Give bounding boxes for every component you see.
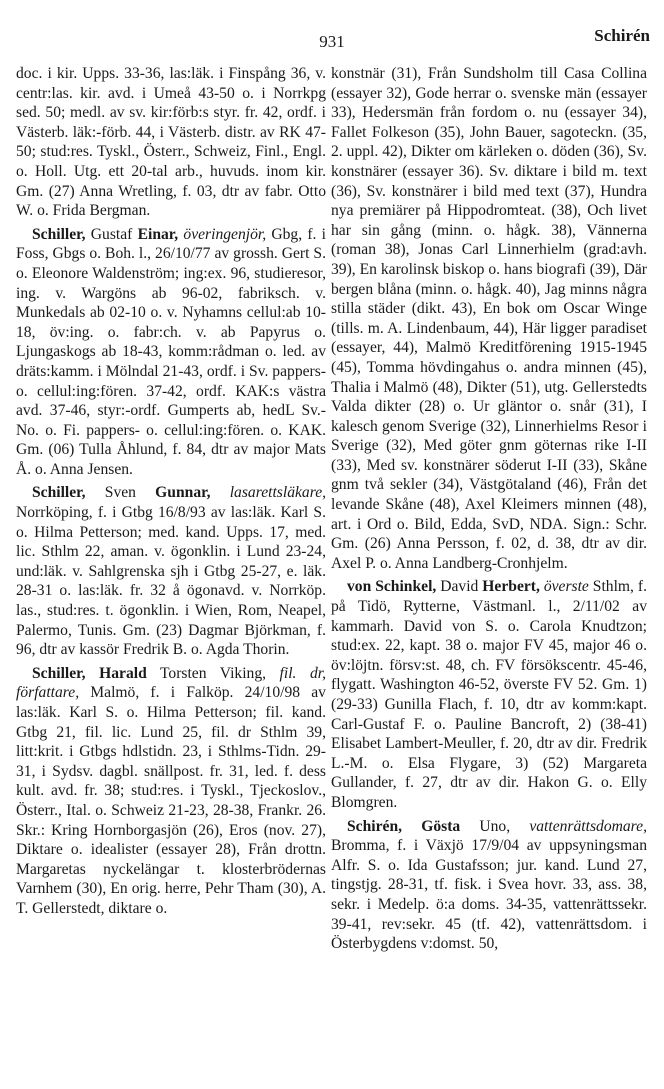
entry-callname: Harald (99, 664, 147, 682)
entry-schiller-gunnar (16, 483, 326, 659)
entry-text: Gbg, f. i Foss, Gbgs o. Boh. l., 26/10/77 av grossh. Gert S. o. Eleonore Waldenström; ing:ex. 96, studieresor, ing. v. Wargöns ab 96-02, fabriksch. v. Munkedals ab 02-10 o. v. Nyhamns cellul:ab 10-18, öv:ing. o. fabr:ch. v. ab Papyrus o. Ljungaskogs ab 18-43, komm:rådman o. led. av dräts:kamm. i Mölndal 21-43, ordf. i Sv. pappers- o. cellul:ing:fören. 37-42, ordf. KAK:s västra avd. 37-46, styr:-ordf. Gumperts ab, hedL Sv.-No. o. Fi. pappers- o. cellul:ing:fören. o. KAK. Gm. (06) Tulla Åhlund, f. 84, dtr av major Mats Å. o. Anna Jensen. (16, 225, 326, 478)
entry-callname: Gunnar, (155, 484, 211, 502)
entry-given-name: Sven (104, 484, 136, 502)
entry-continuation (16, 64, 326, 221)
entry-von-schinkel-herbert (331, 577, 647, 812)
entry-text: konstnär (31), Från Sundsholm till Casa Collina (essayer 32), Gode herrar o. svenske män (essayer 33), Hedersmän från fordom o. nu (essayer 34), Fallet Folkeson (35), John Bauer, sagoteckn. (35, 2. uppl. 42), Dikter om kärleken o. döden (36), Sv. konstnärer (essayer 36). Sv. diktare i bild m. text (36), Sv. konstnärer i bild med text (37), Hundra nya premiärer på Hippodromteat. (38), Och livet har sin gång (minn. o. hågk. 38), Vännerna (roman 38), Jonas Carl Linnerhielm (grad:avh. 39), En karolinsk biskop o. hans biografi (39), Där bergen blåna (minn. o. hågk. 40), Jag minns några stilla städer (dikt. 43), En bok om Oscar Winge (tills. m. A. Lindenbaum, 44), Här ligger paradiset (essayer, 44), Malmö Kreditförening 1915-1945 (45), Tomma hövdingahus o. andra minnen (45), Thalia i Malmö (48), Dikter (51), utg. Gellerstedts Valda dikter (28) o. Ur gläntor o. snår (31), I kalesch genom Sverige (32), Linnerhielms Resor i Sverige (32), Med göter gnm göternas rike I-II (33), Med sv. konstnärer söderut I-II (33), Skåne gnm två sekler (34), Västgötaland (46), Från det levande Skåne (48), Axel Kleimers minnen (48), art. i Ord o. Bild, Edda, SvD, NDA. Sign.: Schr. Gm. (26) Anna Persson, f. 02, d. 38, dtr av dir. Axel P. o. Anna Landberg-Cronhjelm. (331, 65, 647, 572)
entry-callname: Einar, (137, 225, 179, 243)
entry-title: vattenrättsdomare, (529, 817, 647, 835)
running-head: Schirén (594, 26, 650, 45)
entry-title: överste (543, 578, 589, 596)
left-column (16, 64, 326, 923)
page-header (0, 20, 664, 51)
entry-schiren-gosta (331, 817, 647, 954)
entry-title: lasarettsläkare, (229, 484, 327, 502)
entry-surname: Schirén, (347, 817, 403, 835)
entry-given-name: Gustaf (90, 225, 133, 243)
entry-text: Norrköping, f. i Gtbg 16/8/93 av las:läk. Karl S. o. Hilma Petterson; med. kand. Upps. 17, med. lic. Sthlm 22, aman. v. ögonklin. i Lund 23-24, und:läk. v. Sahlgrenska sjh i Gtbg 25-27, e. läk. 28-31 o. las:läk. fr. 32 å ögonavd. v. Norrköp. las., stud:res. t. ögonklin. i Wien, Rom, Neapel, Palermo, Tunis. Gm. (23) Dagmar Björkman, f. 96, dtr av kassör Fredrik B. o. Agda Thorin. (16, 504, 326, 659)
entry-text: Malmö, f. i Falköp. 24/10/98 av las:läk. Karl S. o. Hilma Petterson; fil. kand. Gtbg 21, fil. lic. Lund 25, fil. dr Sthlm 39, litt:krit. i Gtbgs hdlstidn. 23, i Sthlms-Tidn. 29-31, i Sydsv. dagbl. snällpost. fr. 31, led. f. dess kult. avd. fr. 38; stud:res. i Tyskl., Tjeckoslov., Österr., Ital. o. Schweiz 21-23, 28-38, Frankr. 26. Skr.: Kring Hornborgasjön (26), Eros (nov. 27), Diktare o. idealister (essayer 28), Från drottn. Margaretas nyckelängar t. klosterbrödernas Varnhem (30), En orig. herre, Pehr Tham (30), A. T. Gellerstedt, diktare o. (16, 684, 326, 917)
page-number: 931 (319, 32, 345, 51)
entry-given-name: David (440, 578, 479, 596)
entry-text: doc. i kir. Upps. 33-36, las:läk. i Finspång 36, v. centr:las. kir. avd. i Umeå 43-50 o. i Norrkpg sed. 50; medl. av sv. kir:förb:s styr. fr. 42, ordf. i Västerb. läk:-förb. 44, i Västerb. distr. av RK 47-50; stud:res. Tyskl., Österr., Schweiz, Finl., Engl. o. Holl. Utg. ett 20-tal arb., huvuds. inom kir. Gm. (27) Anna Wretling, f. 03, dtr av fabr. Otto W. o. Frida Bergman. (16, 65, 326, 220)
entry-text: Bromma, f. i Växjö 17/9/04 av uppsyningsman Alfr. S. o. Ida Gustafsson; jur. kand. Lund 27, tingstjg. 28-31, tf. fisk. i Svea hovr. 33, ass. 38, sekr. i Medelp. ö:a doms. 34-35, vattenrättssekr. 39-41, rev:sekr. 45 (tf. 42), vattenrättsdom. i Österbygdens v:domst. 50, (331, 837, 647, 953)
entry-callname: Gösta (421, 817, 461, 835)
entry-callname: Herbert, (482, 578, 540, 596)
entry-schiller-harald (16, 664, 326, 919)
entry-schiller-einar (16, 225, 326, 480)
entry-title: överingenjör, (183, 225, 267, 243)
entry-continuation (331, 64, 647, 573)
entry-given-name: Torsten Viking, (159, 664, 267, 682)
entry-text: Sthlm, f. på Tidö, Rytterne, Västmanl. l., 2/11/02 av kammarh. David von S. o. Carola Knudtzon; stud:ex. 22, kapt. 38 o. major FV 45, major 46 o. öv:löjtn. försv:st. 48, ch. FV försökscentr. 45-46, flygatt. Washington 46-52, överste FV 52. Gm. 1) (29-33) Gunilla Flach, f. 10, dtr av komm:kapt. Carl-Gustaf F. o. Pauline Bancroft, 2) (38-41) Elisabet Lambert-Meuller, f. 20, dtr av dir. Fredrik L.-M. o. Elsa Flygare, 3) (52) Margareta Gullander, f. 27, dtr av dir. Hakon G. o. Elly Blomgren. (331, 578, 647, 811)
entry-title: fil. dr, författare, (16, 664, 326, 702)
right-column (331, 64, 647, 958)
entry-surname: Schiller, (32, 484, 86, 502)
entry-surname: Schiller, (32, 664, 86, 682)
entry-surname: von Schinkel, (347, 578, 437, 596)
entry-given-name: Uno, (479, 817, 511, 835)
entry-surname: Schiller, (32, 225, 86, 243)
